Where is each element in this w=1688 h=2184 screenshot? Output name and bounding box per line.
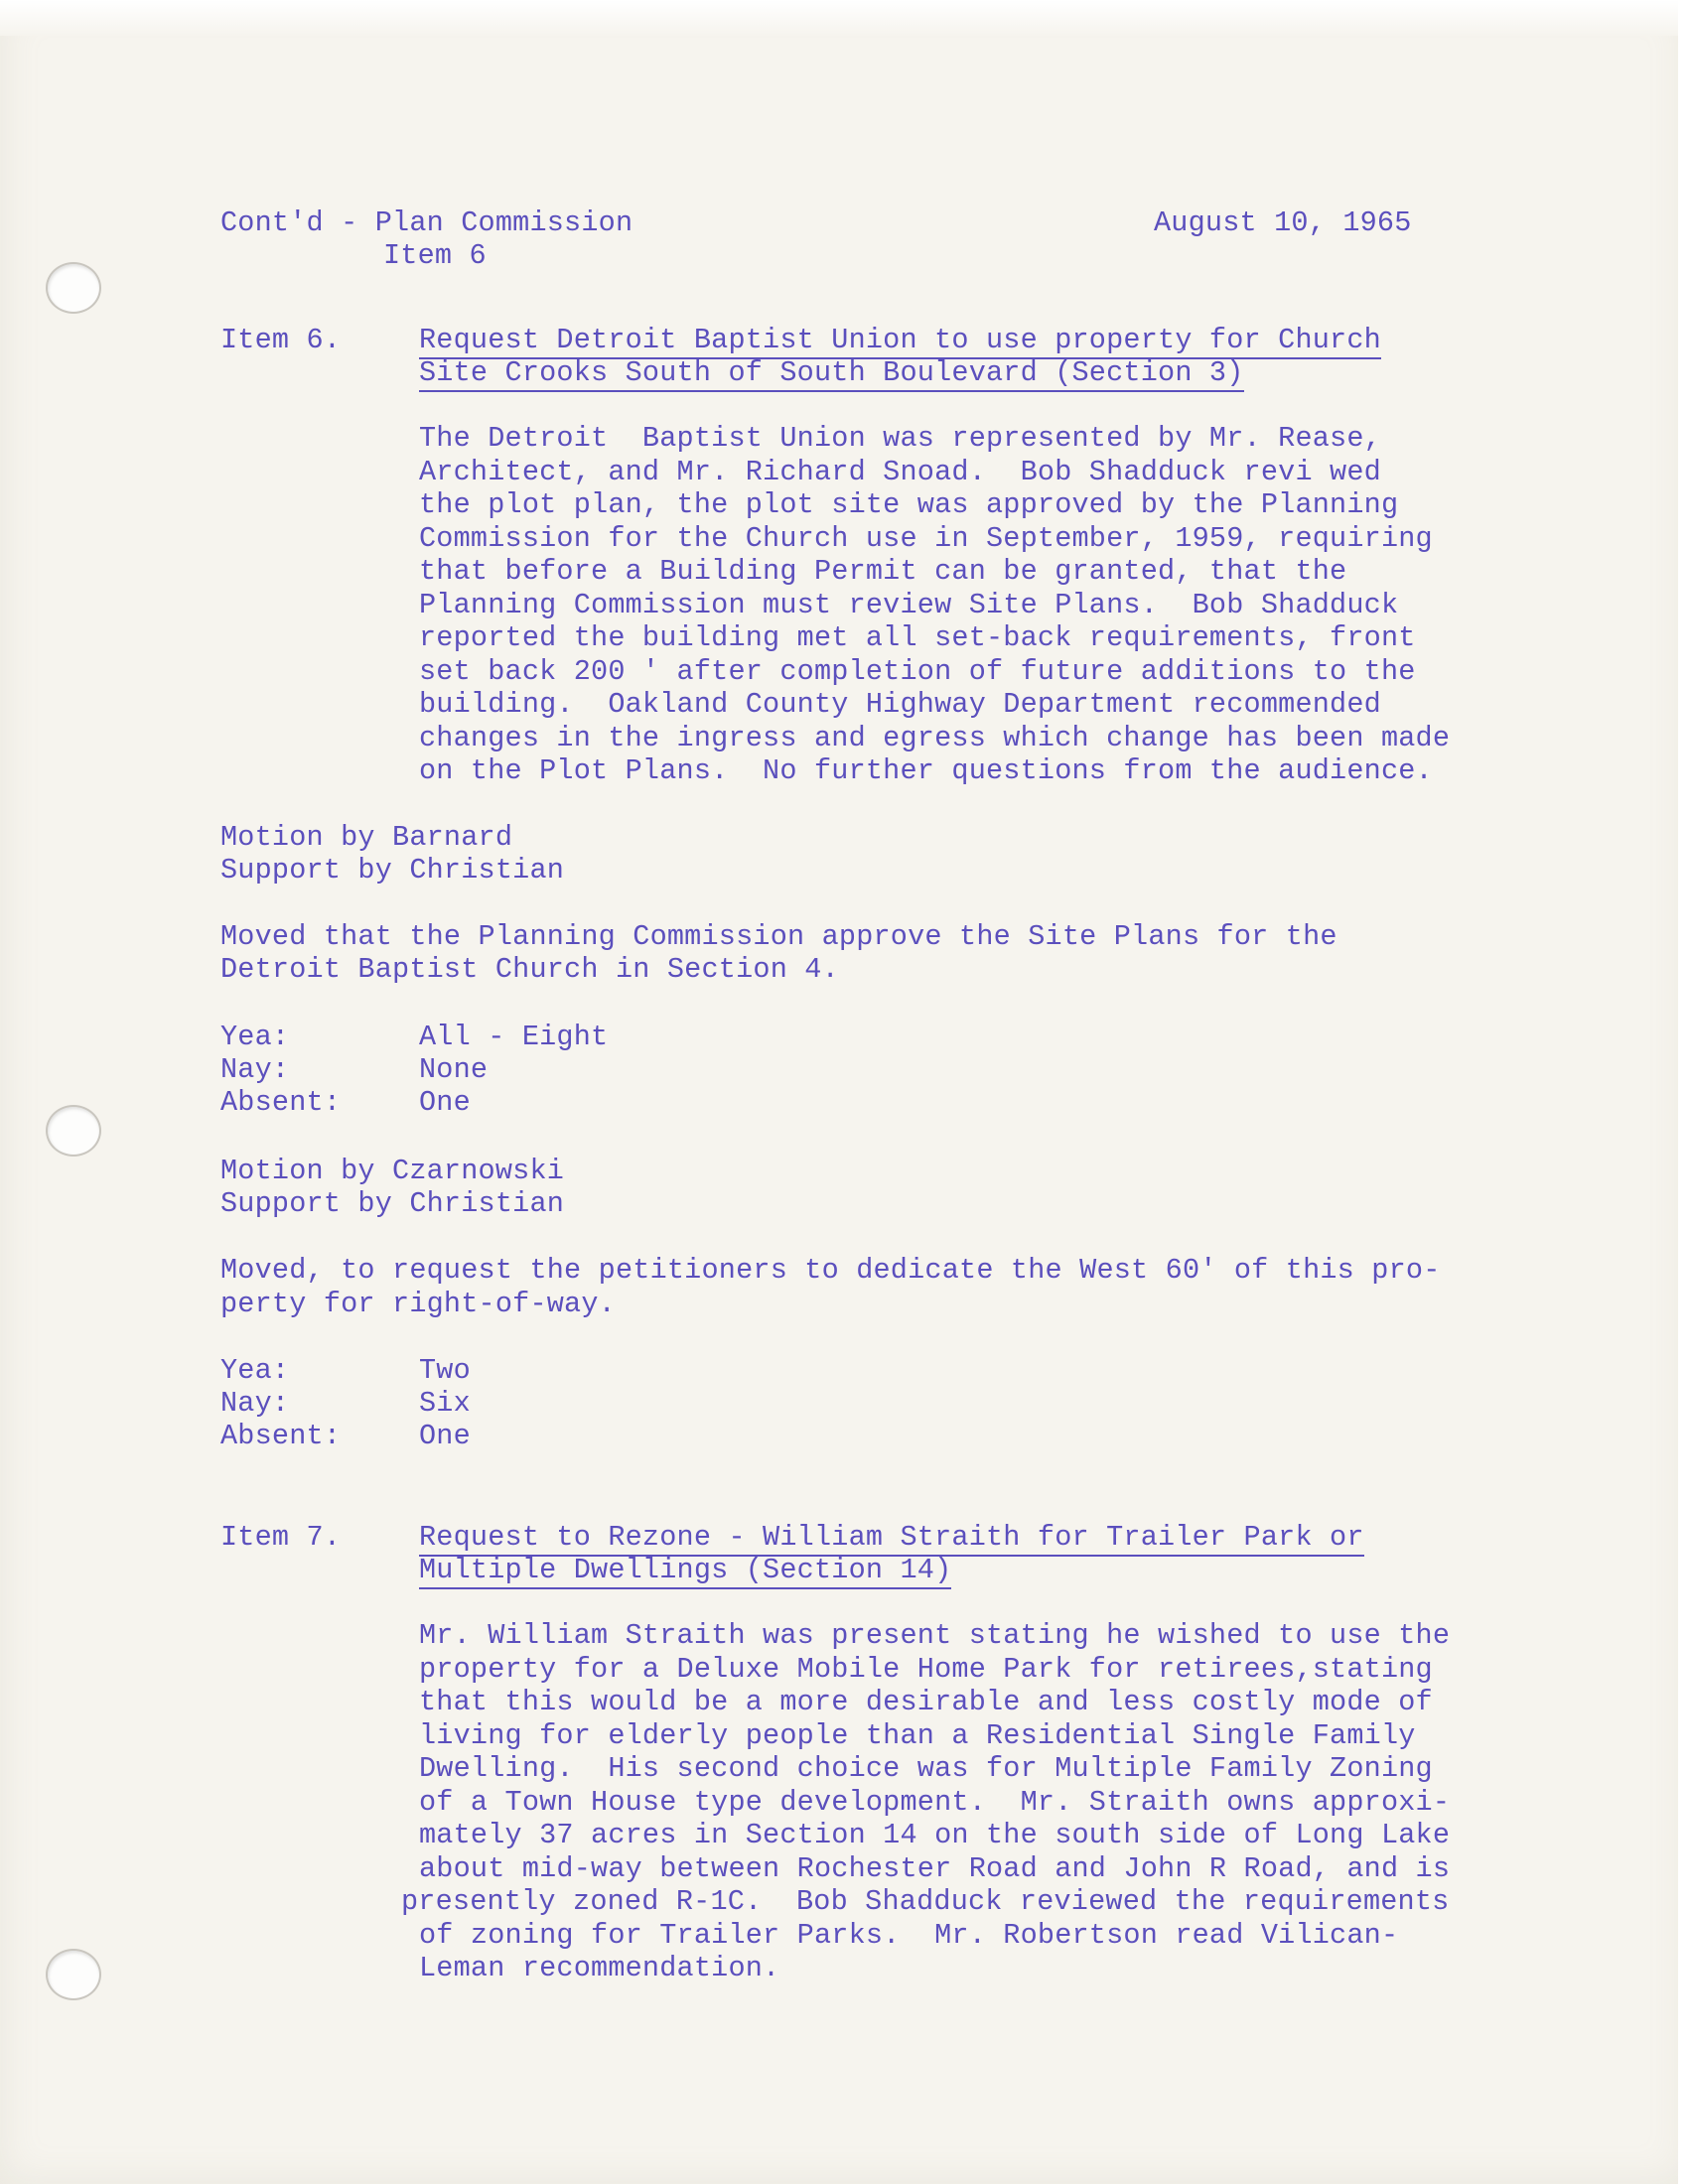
item7-title-line2: Multiple Dwellings (Section 14) xyxy=(419,1554,951,1589)
motion1-by: Motion by Barnard xyxy=(220,821,513,854)
item7-body-line: Mr. William Straith was present stating he wished to use the xyxy=(419,1619,1451,1652)
vote-label: Yea: xyxy=(220,1354,290,1387)
item7-body-line: Dwelling. His second choice was for Multiple Family Zoning xyxy=(419,1752,1433,1785)
item6-body-line: the plot plan, the plot site was approved by the Planning xyxy=(419,488,1399,521)
page-top-edge xyxy=(0,0,1688,36)
page-right-edge xyxy=(1678,0,1688,2184)
item6-body-line: set back 200 ' after completion of future additions to the xyxy=(419,654,1416,688)
item7-body-line: property for a Deluxe Mobile Home Park for retirees,stating xyxy=(419,1652,1433,1686)
binder-hole-middle xyxy=(46,1105,101,1157)
motion1-moved-line2: Detroit Baptist Church in Section 4. xyxy=(220,953,839,986)
header-date: August 10, 1965 xyxy=(1154,206,1412,239)
vote-value: All - Eight xyxy=(419,1021,609,1053)
vote-value: One xyxy=(419,1086,471,1119)
vote-label: Yea: xyxy=(220,1021,290,1053)
item7-body-line: mately 37 acres in Section 14 on the south side of Long Lake xyxy=(419,1819,1451,1851)
item6-body-line: reported the building met all set-back requirements, front xyxy=(419,621,1416,654)
item6-body-line: Architect, and Mr. Richard Snoad. Bob Shadduck revi wed xyxy=(419,455,1381,488)
item7-body-line: of zoning for Trailer Parks. Mr. Robertson read Vilican- xyxy=(419,1918,1399,1952)
binder-hole-bottom xyxy=(46,1949,101,2000)
motion2-support: Support by Christian xyxy=(220,1187,565,1220)
item7-body-line: living for elderly people than a Residential Single Family xyxy=(419,1718,1416,1752)
vote-value: None xyxy=(419,1053,489,1086)
vote-label: Nay: xyxy=(220,1053,290,1086)
item7-body-line: of a Town House type development. Mr. Straith owns approxi- xyxy=(419,1785,1451,1819)
vote-label: Nay: xyxy=(220,1387,290,1420)
vote-value: One xyxy=(419,1420,471,1452)
motion1-support: Support by Christian xyxy=(220,854,565,887)
vote-label: Absent: xyxy=(220,1086,342,1119)
motion2-moved-line1: Moved, to request the petitioners to dedicate the West 60' of this pro- xyxy=(220,1254,1441,1287)
binder-hole-top xyxy=(46,262,101,314)
item7-label: Item 7. xyxy=(220,1521,342,1554)
header-title: Cont'd - Plan Commission xyxy=(220,206,633,239)
item6-title-line2: Site Crooks South of South Boulevard (Section 3) xyxy=(419,356,1244,392)
item6-body-line: on the Plot Plans. No further questions from the audience. xyxy=(419,754,1433,787)
item7-title-line1: Request to Rezone - William Straith for Trailer Park or xyxy=(419,1521,1364,1557)
item6-label: Item 6. xyxy=(220,324,342,356)
item7-body-line: presently zoned R-1C. Bob Shadduck reviewed the requirements xyxy=(401,1885,1450,1918)
item6-body-line: Planning Commission must review Site Plans. Bob Shadduck xyxy=(419,588,1399,621)
vote-value: Six xyxy=(419,1387,471,1420)
item6-body-line: that before a Building Permit can be granted, that the xyxy=(419,555,1347,588)
vote-label: Absent: xyxy=(220,1420,342,1452)
item6-body-line: Commission for the Church use in September, 1959, requiring xyxy=(419,521,1433,555)
item6-title-line1: Request Detroit Baptist Union to use property for Church xyxy=(419,324,1381,359)
item6-body-line: building. Oakland County Highway Department recommended xyxy=(419,688,1381,721)
motion2-by: Motion by Czarnowski xyxy=(220,1155,565,1187)
item7-body-line: Leman recommendation. xyxy=(419,1952,780,1984)
motion1-moved-line1: Moved that the Planning Commission approve the Site Plans for the xyxy=(220,920,1337,953)
item7-body-line: that this would be a more desirable and less costly mode of xyxy=(419,1686,1433,1718)
item7-body-line: about mid-way between Rochester Road and John R Road, and is xyxy=(419,1851,1451,1885)
header-item: Item 6 xyxy=(383,239,487,272)
motion2-moved-line2: perty for right-of-way. xyxy=(220,1288,616,1320)
vote-value: Two xyxy=(419,1354,471,1387)
item6-body-line: changes in the ingress and egress which change has been made xyxy=(419,721,1451,754)
item6-body-line: The Detroit Baptist Union was represented by Mr. Rease, xyxy=(419,422,1381,455)
